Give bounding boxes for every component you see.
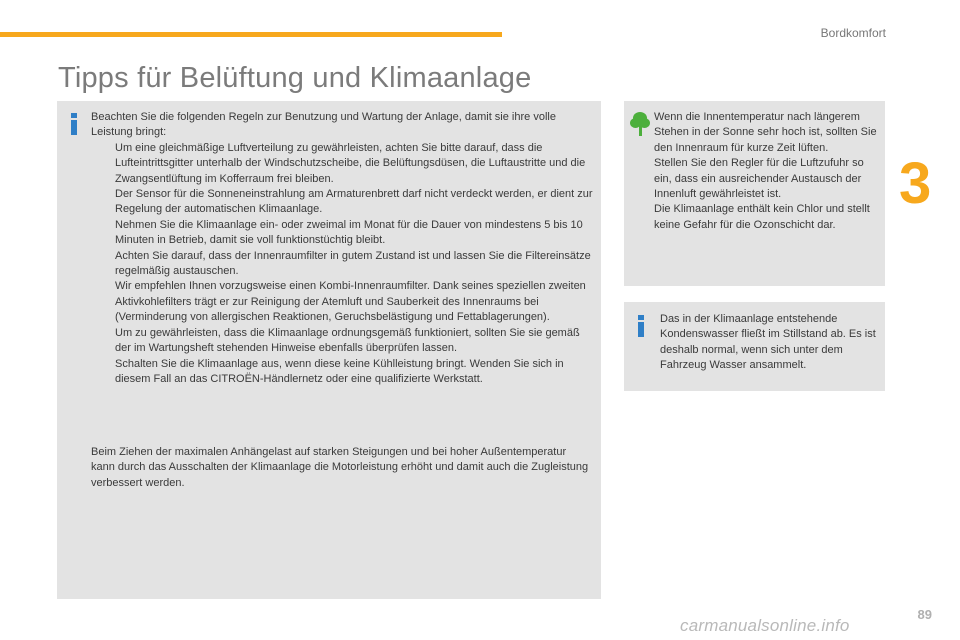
header-accent-bar bbox=[0, 32, 502, 37]
list-item: Um eine gleichmäßige Luftverteilung zu gewährleisten, achten Sie bitte darauf, dass die Lufteintrittsgitter unterhalb der Windschutzscheibe, die Belüftungsdüsen, die Luftaustritte und die Zwangsentlüftung im Kofferraum frei bleiben. bbox=[115, 141, 586, 185]
page-number: 89 bbox=[917, 607, 932, 622]
tree-icon bbox=[630, 112, 650, 136]
page-title: Tipps für Belüftung und Klimaanlage bbox=[58, 62, 532, 94]
rules-list bbox=[91, 141, 596, 388]
eco-paragraph: Wenn die Innentemperatur nach längerem Stehen in der Sonne sehr hoch ist, sollten Sie den Innenraum für kurze Zeit lüften. bbox=[654, 111, 877, 154]
rules-intro: Beachten Sie die folgenden Regeln zur Benutzung und Wartung der Anlage, damit sie ihre volle Leistung bringt: bbox=[91, 111, 556, 139]
eco-paragraph: Stellen Sie den Regler für die Luftzufuhr so ein, dass ein ausreichender Austausch der Innenluft gewährleistet ist. bbox=[654, 157, 864, 201]
condensation-note: Das in der Klimaanlage entstehende Kondenswasser fließt im Stillstand ab. Es ist deshalb normal, wenn sich unter dem Fahrzeug Wasser ansammelt. bbox=[660, 313, 876, 372]
list-item: Nehmen Sie die Klimaanlage ein- oder zweimal im Monat für die Dauer von mindestens 5 bis 10 Minuten in Betrieb, damit sie voll funktionstüchtig bleibt. bbox=[115, 218, 583, 247]
list-item: Schalten Sie die Klimaanlage aus, wenn diese keine Kühlleistung bringt. Wenden Sie sich in diesem Fall an das CITROËN-Händlernetz oder eine qualifizierte Werkstatt. bbox=[115, 357, 564, 385]
list-item: Achten Sie darauf, dass der Innenraumfilter in gutem Zustand ist und lassen Sie die Filtereinsätze regelmäßig austauschen. Wir empfehlen Ihnen vorzugsweise einen Kombi-Innenraumfilter. Dank seines speziellen zweiten Aktivkohlefilters trägt er zur Reinigung der Atemluft und Sauberkeit des Innenraums bei (Verminderung von allergischen Reaktionen, Geruchsbelästigung und Fettablagerungen). bbox=[91, 249, 596, 326]
list-item: Der Sensor für die Sonneneinstrahlung am Armaturenbrett darf nicht verdeckt werden, er dient zur Regelung der automatischen Klimaanlage. bbox=[115, 188, 593, 216]
chapter-number: 3 bbox=[899, 151, 932, 216]
maintenance-rules bbox=[91, 110, 596, 387]
watermark: carmanualsonline.info bbox=[680, 616, 850, 635]
filter-recommendation: Wir empfehlen Ihnen vorzugsweise einen Kombi-Innenraumfilter. Dank seines speziellen zweiten Aktivkohlefilters trägt er zur Reinigung der Atemluft und Sauberkeit des Innenraums bei (Verminderung von allergischen Reaktionen, Geruchsbelästigung und Fettablagerungen). bbox=[115, 280, 586, 324]
list-item: Um zu gewährleisten, dass die Klimaanlage ordnungsgemäß funktioniert, sollten Sie sie gemäß der im Wartungsheft stehenden Hinweise ebenfalls überprüfen lassen. bbox=[115, 326, 580, 355]
info-icon bbox=[69, 113, 80, 135]
info-icon bbox=[636, 315, 647, 337]
section-label: Bordkomfort bbox=[820, 26, 886, 40]
trailer-load-note: Beim Ziehen der maximalen Anhängelast auf starken Steigungen und bei hoher Außentemperatur kann durch das Ausschalten der Klimaanlage die Motorleistung erhöht und damit auch die Zugleistung verbessert werden. bbox=[91, 446, 589, 489]
eco-paragraph: Die Klimaanlage enthält kein Chlor und stellt keine Gefahr für die Ozonschicht dar. bbox=[654, 203, 870, 231]
eco-tips-text bbox=[654, 110, 879, 233]
